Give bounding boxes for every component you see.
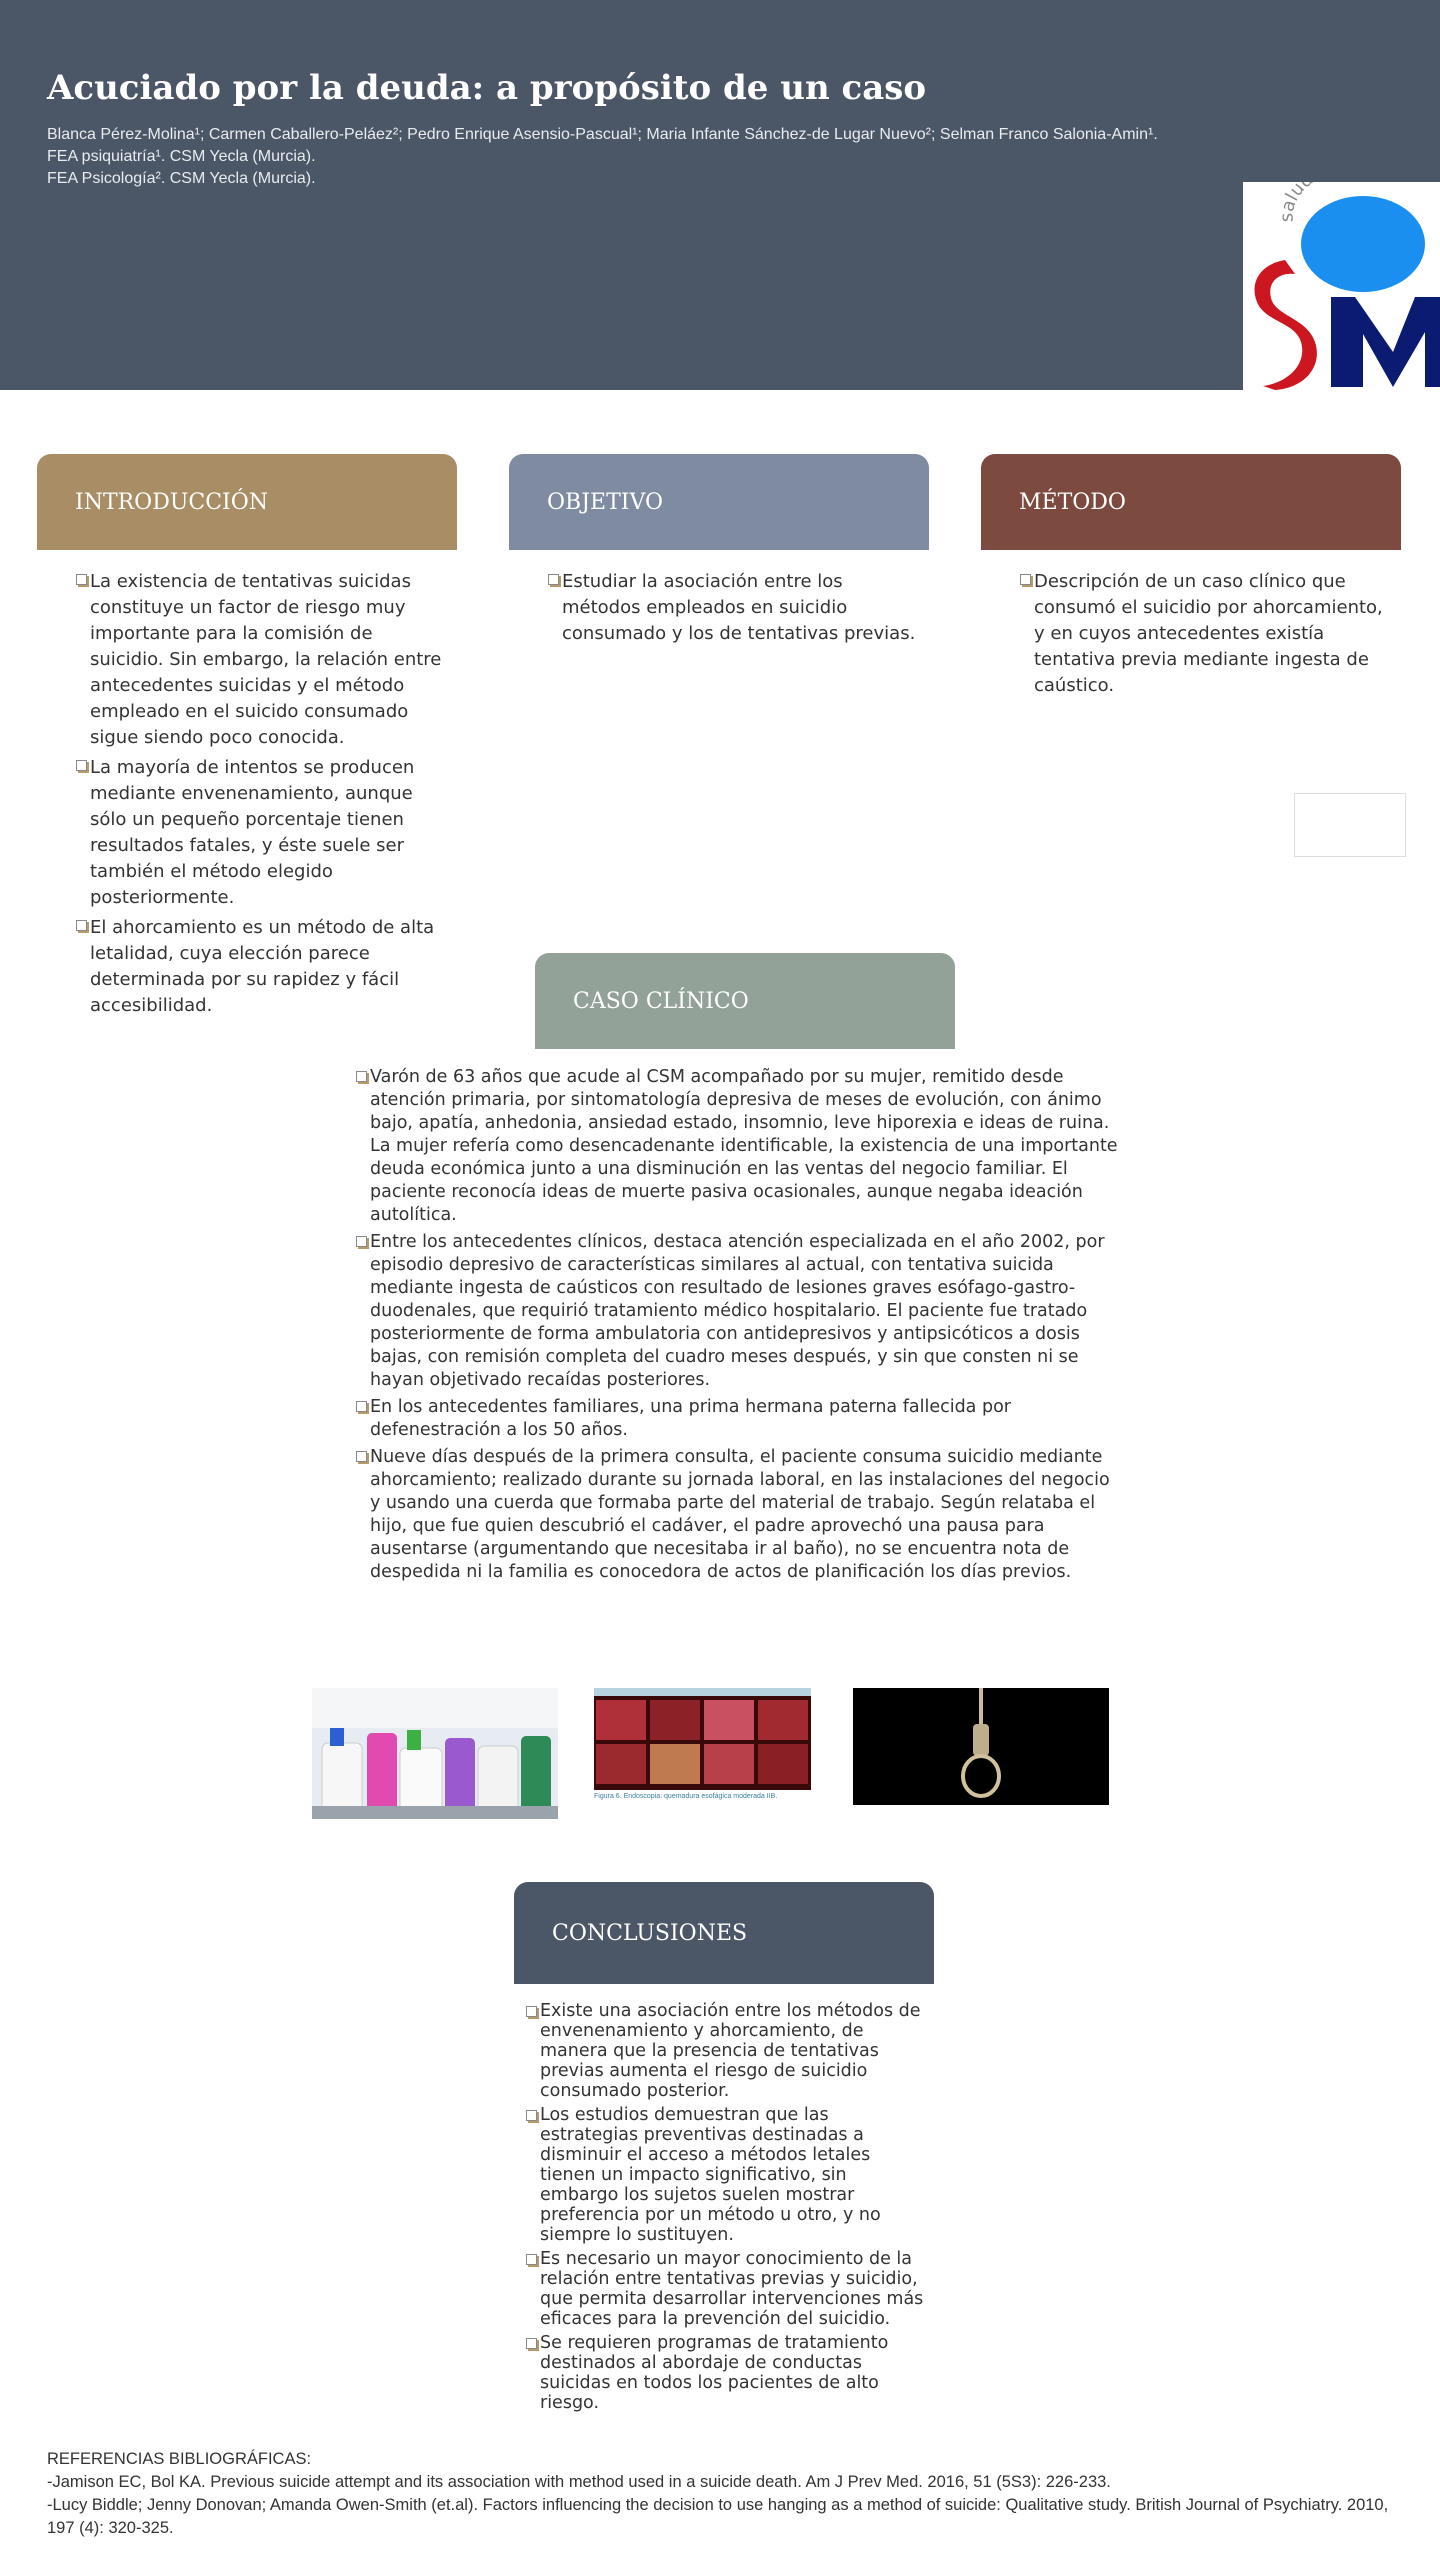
bullet-icon <box>356 1401 367 1412</box>
caso-text <box>356 1066 1122 1588</box>
bullet-icon <box>526 2006 537 2017</box>
bullet-icon <box>76 574 87 585</box>
metodo-heading: MÉTODO <box>1019 489 1126 515</box>
intro-heading: INTRODUCCIÓN <box>75 489 269 515</box>
objetivo-heading: OBJETIVO <box>547 489 663 515</box>
header-banner <box>0 0 1440 390</box>
bullet-icon <box>548 574 559 585</box>
list-item: Es necesario un mayor conocimiento de la relación entre tentativas previas y suicidio, que permita desarrollar intervenciones más eficaces para la prevención del suicidio. <box>526 2249 928 2329</box>
list-item: Varón de 63 años que acude al CSM acompañado por su mujer, remitido desde atención primaria, por sintomatología depresiva de meses de evolución, con ánimo bajo, apatía, anhedonia, ansiedad estado, insomnio, leve hiporexia e ideas de ruina. La mujer refería como desencadenante identificable, la existencia de una importante deuda económica junto a una disminución en las ventas del negocio familiar. El paciente reconocía ideas de muerte pasiva ocasionales, aunque negaba ideación autolítica. <box>356 1066 1122 1227</box>
references-block <box>47 2448 1407 2540</box>
logo-s-letter <box>1255 260 1317 390</box>
bullet-icon <box>1020 574 1031 585</box>
intro-text <box>76 569 450 1023</box>
bullet-icon <box>356 1071 367 1082</box>
affiliation-psychology: FEA Psicología². CSM Yecla (Murcia). <box>47 170 316 187</box>
reference-item: -Jamison EC, Bol KA. Previous suicide attempt and its association with method used in a suicide death. Am J Prev Med. 2016, 51 (5S3): 226-233. <box>47 2473 1111 2491</box>
endoscopy-images-grid <box>594 1688 811 1790</box>
affiliation-psychiatry: FEA psiquiatría¹. CSM Yecla (Murcia). <box>47 148 316 165</box>
bullet-icon <box>526 2110 537 2121</box>
empty-image-frame <box>1294 793 1406 857</box>
bullet-icon <box>356 1236 367 1247</box>
logo-text: salu <box>1276 182 1310 223</box>
list-item: El ahorcamiento es un método de alta letalidad, cuya elección parece determinada por su rapidez y fácil accesibilidad. <box>76 915 450 1019</box>
list-item: La mayoría de intentos se producen mediante envenenamiento, aunque sólo un pequeño porcentaje tienen resultados fatales, y éste suele ser también el método elegido posteriormente. <box>76 755 450 911</box>
bullet-icon <box>76 920 87 931</box>
endoscopy-caption: Figura 6. Endoscopia: quemadura esofágica moderada IIB. <box>594 1793 778 1800</box>
author-list: Blanca Pérez-Molina¹; Carmen Caballero-Peláez²; Pedro Enrique Asensio-Pascual¹; Maria Infante Sánchez-de Lugar Nuevo²; Selman Franco Salonia-Amin¹. <box>47 126 1158 143</box>
list-item: Existe una asociación entre los métodos de envenenamiento y ahorcamiento, de manera que la presencia de tentativas previas aumenta el riesgo de suicidio consumado posterior. <box>526 2001 928 2101</box>
list-item: Descripción de un caso clínico que consumó el suicidio por ahorcamiento, y en cuyos antecedentes existía tentativa previa mediante ingesta de caústico. <box>1020 569 1394 699</box>
conclusiones-heading: CONCLUSIONES <box>552 1920 748 1946</box>
references-heading: REFERENCIAS BIBLIOGRÁFICAS: <box>47 2450 312 2468</box>
csm-logo <box>1243 182 1440 390</box>
conclusiones-heading-box <box>514 1882 934 1984</box>
bullet-icon <box>526 2254 537 2265</box>
bullet-icon <box>76 760 87 771</box>
noose-photo <box>853 1688 1109 1805</box>
list-item: Estudiar la asociación entre los métodos empleados en suicidio consumado y los de tentativas previas. <box>548 569 922 647</box>
objetivo-heading-box <box>509 454 929 550</box>
logo-m-letter <box>1331 297 1440 387</box>
authors-block <box>47 124 1158 190</box>
list-item: En los antecedentes familiares, una prima hermana paterna fallecida por defenestración a los 50 años. <box>356 1396 1122 1442</box>
metodo-heading-box <box>981 454 1401 550</box>
cleaning-products-photo <box>312 1688 558 1819</box>
endoscopy-figure <box>594 1688 811 1816</box>
list-item: Nueve días después de la primera consulta, el paciente consuma suicidio mediante ahorcamiento; realizado durante su jornada laboral, en las instalaciones del negocio y usando una cuerda que formaba parte del material de trabajo. Según relataba el hijo, que fue quien descubrió el cadáver, el padre aprovechó una pausa para ausentarse (argumentando que necesitaba ir al baño), no se encuentra nota de despedida ni la familia es conocedora de actos de planificación los días previos. <box>356 1446 1122 1584</box>
list-item: Los estudios demuestran que las estrategias preventivas destinadas a disminuir el acceso a métodos letales tienen un impacto significativo, sin embargo los sujetos suelen mostrar preferencia por un método u otro, y no siempre lo sustituyen. <box>526 2105 928 2245</box>
list-item: Se requieren programas de tratamiento destinados al abordaje de conductas suicidas en todos los pacientes de alto riesgo. <box>526 2333 928 2413</box>
salud-mental-logo-graphic <box>1243 182 1440 390</box>
reference-item: -Lucy Biddle; Jenny Donovan; Amanda Owen-Smith (et.al). Factors influencing the decision to use hanging as a method of suicide: Qualitative study. British Journal of Psychiatry. 2010, 197 (4): 320-325. <box>47 2496 1389 2537</box>
list-item: Entre los antecedentes clínicos, destaca atención especializada en el año 2002, por episodio depresivo de características similares al actual, con tentativa suicida mediante ingesta de caústicos con resultado de lesiones graves esófago-gastro-duodenales, que requirió tratamiento médico hospitalario. El paciente fue tratado posteriormente de forma ambulatoria con antidepresivos y antipsicóticos a dosis bajas, con remisión completa del cuadro meses después, y sin que consten ni se hayan objetivado recaídas posteriores. <box>356 1231 1122 1392</box>
noose-graphic <box>853 1688 1109 1805</box>
poster-title: Acuciado por la deuda: a propósito de un caso <box>47 68 927 108</box>
bullet-icon <box>526 2338 537 2349</box>
list-item: La existencia de tentativas suicidas constituye un factor de riesgo muy importante para la comisión de suicidio. Sin embargo, la relación entre antecedentes suicidas y el método empleado en el suicido consumado sigue siendo poco conocida. <box>76 569 450 751</box>
caso-heading-box <box>535 953 955 1049</box>
metodo-text <box>1020 569 1394 703</box>
caso-heading: CASO CLÍNICO <box>573 988 749 1014</box>
logo-blue-circle <box>1301 196 1425 292</box>
intro-heading-box <box>37 454 457 550</box>
objetivo-text <box>548 569 922 651</box>
bullet-icon <box>356 1451 367 1462</box>
cleaning-bottles-graphic <box>312 1688 558 1819</box>
conclusiones-text <box>526 2001 928 2417</box>
